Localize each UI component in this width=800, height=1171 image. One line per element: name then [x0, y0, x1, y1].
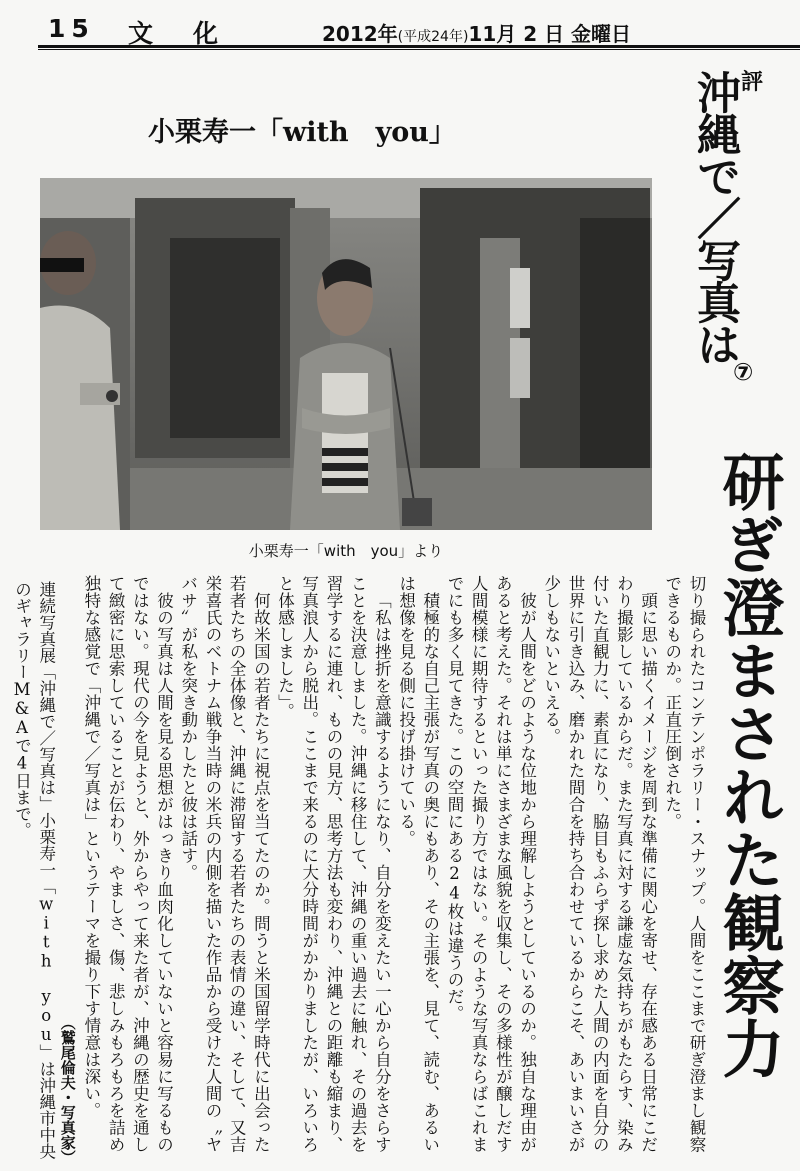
article-photo [40, 178, 652, 530]
issue-date [322, 18, 631, 47]
body-paragraph: 頭に思い描くイメージを周到な準備に関心を寄せ、存在感ある日常にこだわり撮影しているからだ。また写真に対する謙虚な気持ちがもたらす、染み付いた直観力に、素直になり、脇目もふらず探し求めた人間の内面を自分の世界に引き込み、磨かれた間合を持ち合わせているからこそ、あいまいさが少しもないといえる。 [541, 575, 658, 1153]
body-paragraph: 「私は挫折を意識するようになり、自分を変えたい一心から自分をさらすことを決意しました。沖縄に移住して、沖縄の重い過去に触れ、その過去を習学するに連れ、ものの見方、思考方法も変わり、沖縄との距離も縮まり、写真浪人から脱出。ここまで来るのに大分時間がかかりましたが、いろいろと体感しました」。 [275, 575, 392, 1153]
body-paragraph: 何故米国の若者たちに視点を当てたのか。問うと米国留学時代に出会った若者たちの全体像と、沖縄に滞留する若者たちの表情の違い、そして、又吉栄喜氏のベトナム戦争当時の米兵の内側を描いた作品から受けた人間の〝ヤバサ〟が私を突き動かしたと彼は話す。 [178, 575, 271, 1153]
series-number: ⑦ [733, 358, 754, 386]
byline: （鷲尾倫夫・写真家） [58, 1015, 77, 1165]
header-rule-thin [38, 49, 800, 50]
review-badge: 評 [740, 70, 763, 95]
date-year: 2012年 [322, 22, 398, 46]
exhibition-note: 連続写真展「沖縄で／写真は」小栗寿一「with you」は沖縄市中央のギャラリーM&Aで4日まで。 [12, 581, 56, 1160]
body-paragraph: 積極的な自己主張が写真の奥にもあり、その主張を、見て、読む、あるいは想像を見る側に投げ掛けている。 [396, 575, 440, 1153]
body-paragraph: 切り撮られたコンテンポラリー・スナップ。人間をここまで研ぎ澄まし観察できるものか。正直圧倒された。 [662, 575, 706, 1153]
page-number: 15 [48, 14, 95, 43]
body-paragraph: 彼が人間をどのような位地から理解しようとしているのか。独自な理由があると考えた。それは単にさまざまな風貌を収集し、その多様性が醸しだす人間模様に期待するといった撮り方ではない。そのような写真ならばこれまでにも多く見てきた。この空間にある24枚は違うのだ。 [444, 575, 537, 1153]
series-title: 沖縄で／写真は [689, 70, 740, 364]
body-paragraph: 彼の写真は人間を見る思想がはっきり血肉化していないと容易に写るものではない。現代の今を見ようと、外からやって来た者が、沖縄の歴史を通して緻密に思索していることが伝わり、やましさ、傷、悲しみもろもろを詰め独特な感覚で「沖縄で／写真は」というテーマを撮り下す情意は深い。 [81, 575, 174, 1153]
article-headline: 小栗寿一「with you」 [148, 117, 456, 148]
article-body [12, 575, 708, 1165]
date-era: (平成24年) [397, 29, 469, 45]
section-name: 文化 [128, 19, 259, 48]
street-portrait-photo [40, 178, 652, 530]
header-rule [38, 45, 800, 48]
page-header [0, 0, 800, 46]
date-day: 11月 2 日 金曜日 [468, 22, 632, 46]
photo-caption: 小栗寿一「with you」より [248, 542, 444, 560]
main-heading: 研ぎ澄まされた観察力 [712, 450, 785, 1080]
